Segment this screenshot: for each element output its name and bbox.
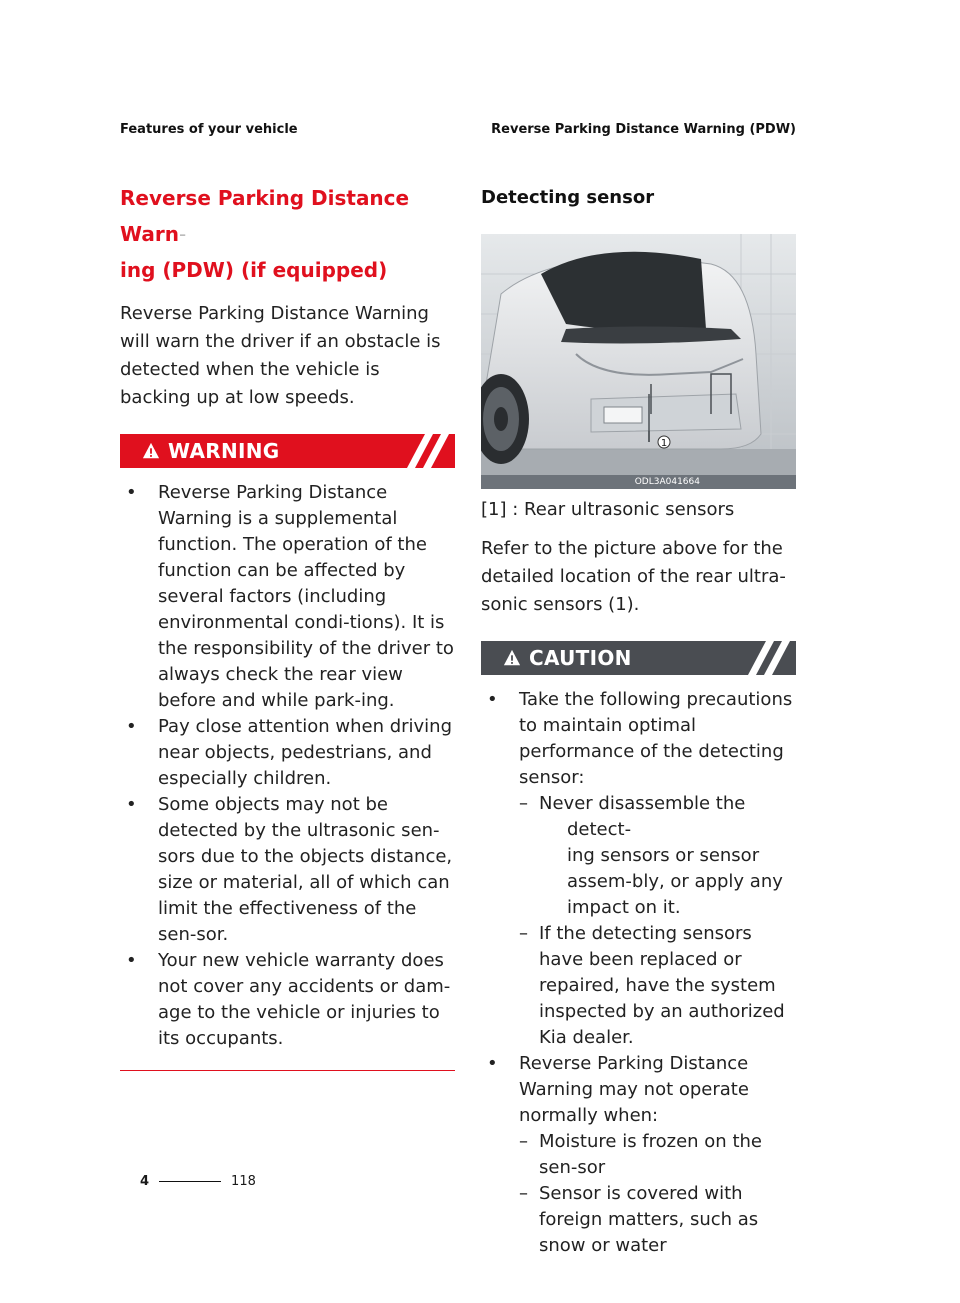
banner-slash-decoration <box>746 641 796 675</box>
image-code-label: ODL3A041664 <box>481 475 796 489</box>
caution-sublist <box>519 791 796 1051</box>
list-item: • Some objects may not be detected by the ultrasonic sen-sors due to the objects distance, size or material, all of which can limit the effectiveness of the sen-sor. <box>126 794 453 945</box>
image-legend: [1] : Rear ultrasonic sensors <box>481 499 735 520</box>
chapter-number: 4 <box>140 1174 150 1189</box>
list-item: • Reverse Parking Distance Warning may not operate normally when: – Moisture is frozen on the sen-sor – Sensor is covered with foreign matters, such as snow or water <box>481 1051 796 1259</box>
list-item: – Never disassemble the detect- ing sensors or sensor assem-bly, or apply any impact on it. <box>519 793 783 918</box>
warning-end-rule <box>120 1070 455 1071</box>
list-item: – Sensor is covered with foreign matters, such as snow or water <box>519 1183 759 1256</box>
intro-paragraph: Reverse Parking Distance Warning will warn the driver if an obstacle is detected when the vehicle is backing up at low speeds. <box>120 303 441 408</box>
section-title <box>120 180 455 288</box>
section-title-line2: ing (PDW) (if equipped) <box>120 258 388 282</box>
caution-triangle-icon <box>503 649 521 667</box>
header-section-title: Features of your vehicle <box>120 122 298 137</box>
sensor-location-paragraph: Refer to the picture above for the detailed location of the rear ultra-sonic sensors (1). <box>481 538 786 615</box>
warning-banner <box>120 434 455 468</box>
warning-label: WARNING <box>168 439 280 463</box>
caution-sublist <box>519 1129 796 1259</box>
image-callout-number: 1 <box>660 438 668 449</box>
left-column <box>120 180 455 1071</box>
page-footer <box>140 1174 256 1189</box>
list-item: • Pay close attention when driving near objects, pedestrians, and especially children. <box>126 716 453 789</box>
header-topic-title: Reverse Parking Distance Warning (PDW) <box>491 122 796 137</box>
caution-label: CAUTION <box>529 646 632 670</box>
right-column <box>481 180 796 1259</box>
footer-rule <box>159 1181 221 1182</box>
list-item: • Reverse Parking Distance Warning is a supplemental function. The operation of the function can be affected by several factors (including environmental condi-tions). It is the responsibility of the driver to always check the rear view before and while park-ing. <box>126 482 454 711</box>
rear-sensor-image <box>481 234 796 489</box>
caution-list <box>481 687 796 1259</box>
list-item: – If the detecting sensors have been replaced or repaired, have the system inspected by an authorized Kia dealer. <box>519 923 785 1048</box>
list-item: • Take the following precautions to maintain optimal performance of the detecting sensor: – Never disassemble the detect- ing sensors or sensor assem-bly, or apply any impact on it. – If the detecting sensors have been replaced or repaired, have the system inspected by an authorized Kia dealer. <box>481 687 796 1051</box>
section-title-line1: Reverse Parking Distance Warn <box>120 186 410 246</box>
list-item: • Your new vehicle warranty does not cover any accidents or dam-age to the vehicle or injuries to its occupants. <box>126 950 451 1049</box>
warning-list <box>120 480 455 1052</box>
section-title-hyphen: - <box>178 222 187 246</box>
list-item: – Moisture is frozen on the sen-sor <box>519 1131 762 1178</box>
warning-triangle-icon <box>142 442 160 460</box>
detecting-sensor-title: Detecting sensor <box>481 187 655 208</box>
banner-slash-decoration <box>405 434 455 468</box>
page-number: 118 <box>231 1174 256 1189</box>
caution-banner <box>481 641 796 675</box>
